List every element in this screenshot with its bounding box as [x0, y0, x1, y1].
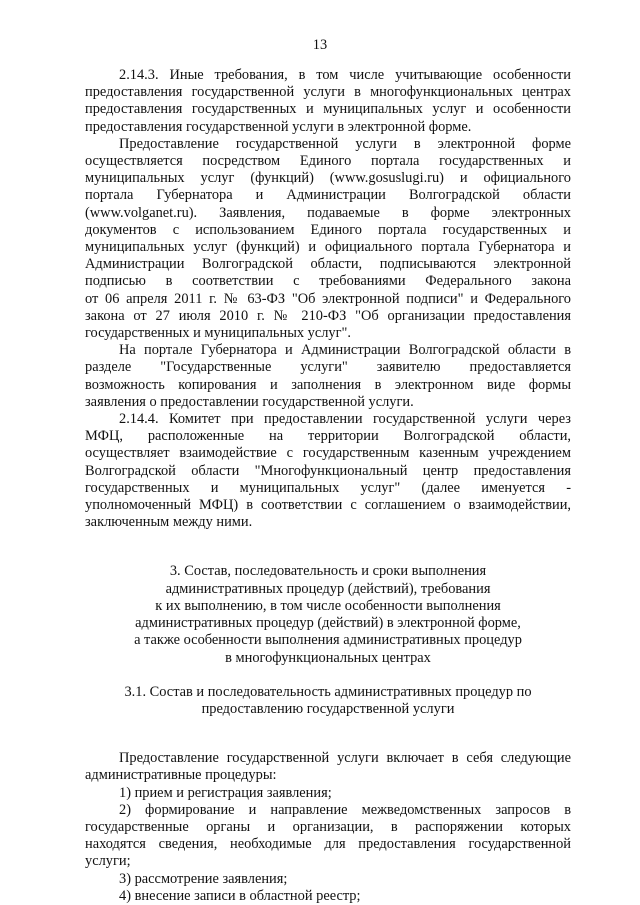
- text-line: заключенным между ними.: [85, 514, 253, 531]
- text-line: Администрации Волгоградской области, подписываются электронной: [85, 256, 571, 273]
- text-line: государственные органы и организации, в распоряжении которых: [85, 818, 571, 835]
- list-item-2: [85, 802, 571, 871]
- text-line: муниципальных услуг (функций) (www.gosuslugi.ru) и официального: [85, 170, 571, 187]
- paragraph-2-14-3: [85, 67, 571, 136]
- text-line: 2.14.3. Иные требования, в том числе учитывающие особенности: [119, 67, 571, 83]
- heading-line: предоставлению государственной услуги: [201, 700, 455, 717]
- text-line: МФЦ, расположенные на территории Волгоградской области,: [85, 428, 571, 445]
- paragraph-procedures-intro: [85, 750, 571, 784]
- list-item-4: 4) внесение записи в областной реестр;: [119, 887, 361, 904]
- text-line: закона от 27 июля 2010 г. № 210-ФЗ "Об организации предоставления: [85, 307, 571, 324]
- text-line: осуществляет взаимодействие с государственным казенным учреждением: [85, 445, 571, 462]
- text-line: муниципальных услуг (функций) и официального портала Губернатора и: [85, 239, 571, 256]
- list-item-1: 1) прием и регистрация заявления;: [119, 784, 332, 801]
- paragraph-2-14-4: [85, 411, 571, 531]
- text-line: заявления о предоставлении государственной услуги.: [85, 393, 414, 410]
- text-line: подписью в соответствии с требованиями Федерального закона: [85, 273, 571, 290]
- text-line: 2) формирование и направление межведомственных запросов в: [119, 801, 571, 818]
- paragraph-electronic-form: [85, 136, 571, 342]
- text-line: государственных и муниципальных услуг" (далее именуется -: [85, 479, 571, 496]
- text-line: находятся сведения, необходимые для предоставления государственной: [85, 836, 571, 853]
- list-item-3: 3) рассмотрение заявления;: [119, 870, 288, 887]
- text-line: документов с использованием Единого портала государственных и: [85, 221, 571, 238]
- text-line: предоставления государственной услуги в многофункциональных центрах: [85, 84, 571, 101]
- text-line: (www.volganet.ru). Заявления, подаваемые в форме электронных: [85, 204, 571, 221]
- text-line: Предоставление государственной услуги включает в себя следующие: [119, 750, 571, 767]
- heading-line: 3.1. Состав и последовательность административных процедур по: [124, 683, 532, 700]
- section-3-heading: [85, 563, 571, 666]
- page-number: 13: [312, 37, 328, 53]
- text-line: осуществляется посредством Единого портала государственных и: [85, 153, 571, 170]
- text-line: портала Губернатора и Администрации Волгоградской области: [85, 187, 571, 204]
- heading-line: административных процедур (действий) в электронной форме,: [135, 615, 521, 632]
- text-line: На портале Губернатора и Администрации Волгоградской области в: [119, 342, 571, 359]
- page-content: [85, 64, 571, 905]
- heading-line: 3. Состав, последовательность и сроки выполнения: [169, 563, 487, 580]
- text-line: услуги;: [85, 853, 131, 870]
- text-line: от 06 апреля 2011 г. № 63-ФЗ "Об электронной подписи" и Федерального: [85, 290, 571, 307]
- text-line: 2.14.4. Комитет при предоставлении государственной услуги через: [119, 411, 571, 428]
- text-line: уполномоченный МФЦ) в соответствии с соглашением о взаимодействии,: [85, 497, 571, 514]
- heading-line: к их выполнению, в том числе особенности выполнения: [155, 597, 501, 614]
- heading-line: а также особенности выполнения административных процедур: [134, 632, 522, 649]
- text-line: разделе "Государственные услуги" заявителю предоставляется: [85, 359, 571, 376]
- text-line: административные процедуры:: [85, 767, 277, 784]
- heading-line: в многофункциональных центрах: [225, 649, 431, 666]
- text-line: государственных и муниципальных услуг".: [85, 325, 351, 342]
- text-line: предоставления государственных и муниципальных услуг и особенности: [85, 101, 571, 118]
- text-line: предоставления государственной услуги в электронной форме.: [85, 118, 472, 135]
- heading-line: административных процедур (действий), требования: [165, 580, 491, 597]
- text-line: Волгоградской области "Многофункциональный центр предоставления: [85, 462, 571, 479]
- section-3-1-heading: [85, 684, 571, 718]
- paragraph-governor-portal: [85, 342, 571, 411]
- text-line: возможность копирования и заполнения в электронном виде формы: [85, 376, 571, 393]
- text-line: Предоставление государственной услуги в электронной форме: [119, 135, 571, 152]
